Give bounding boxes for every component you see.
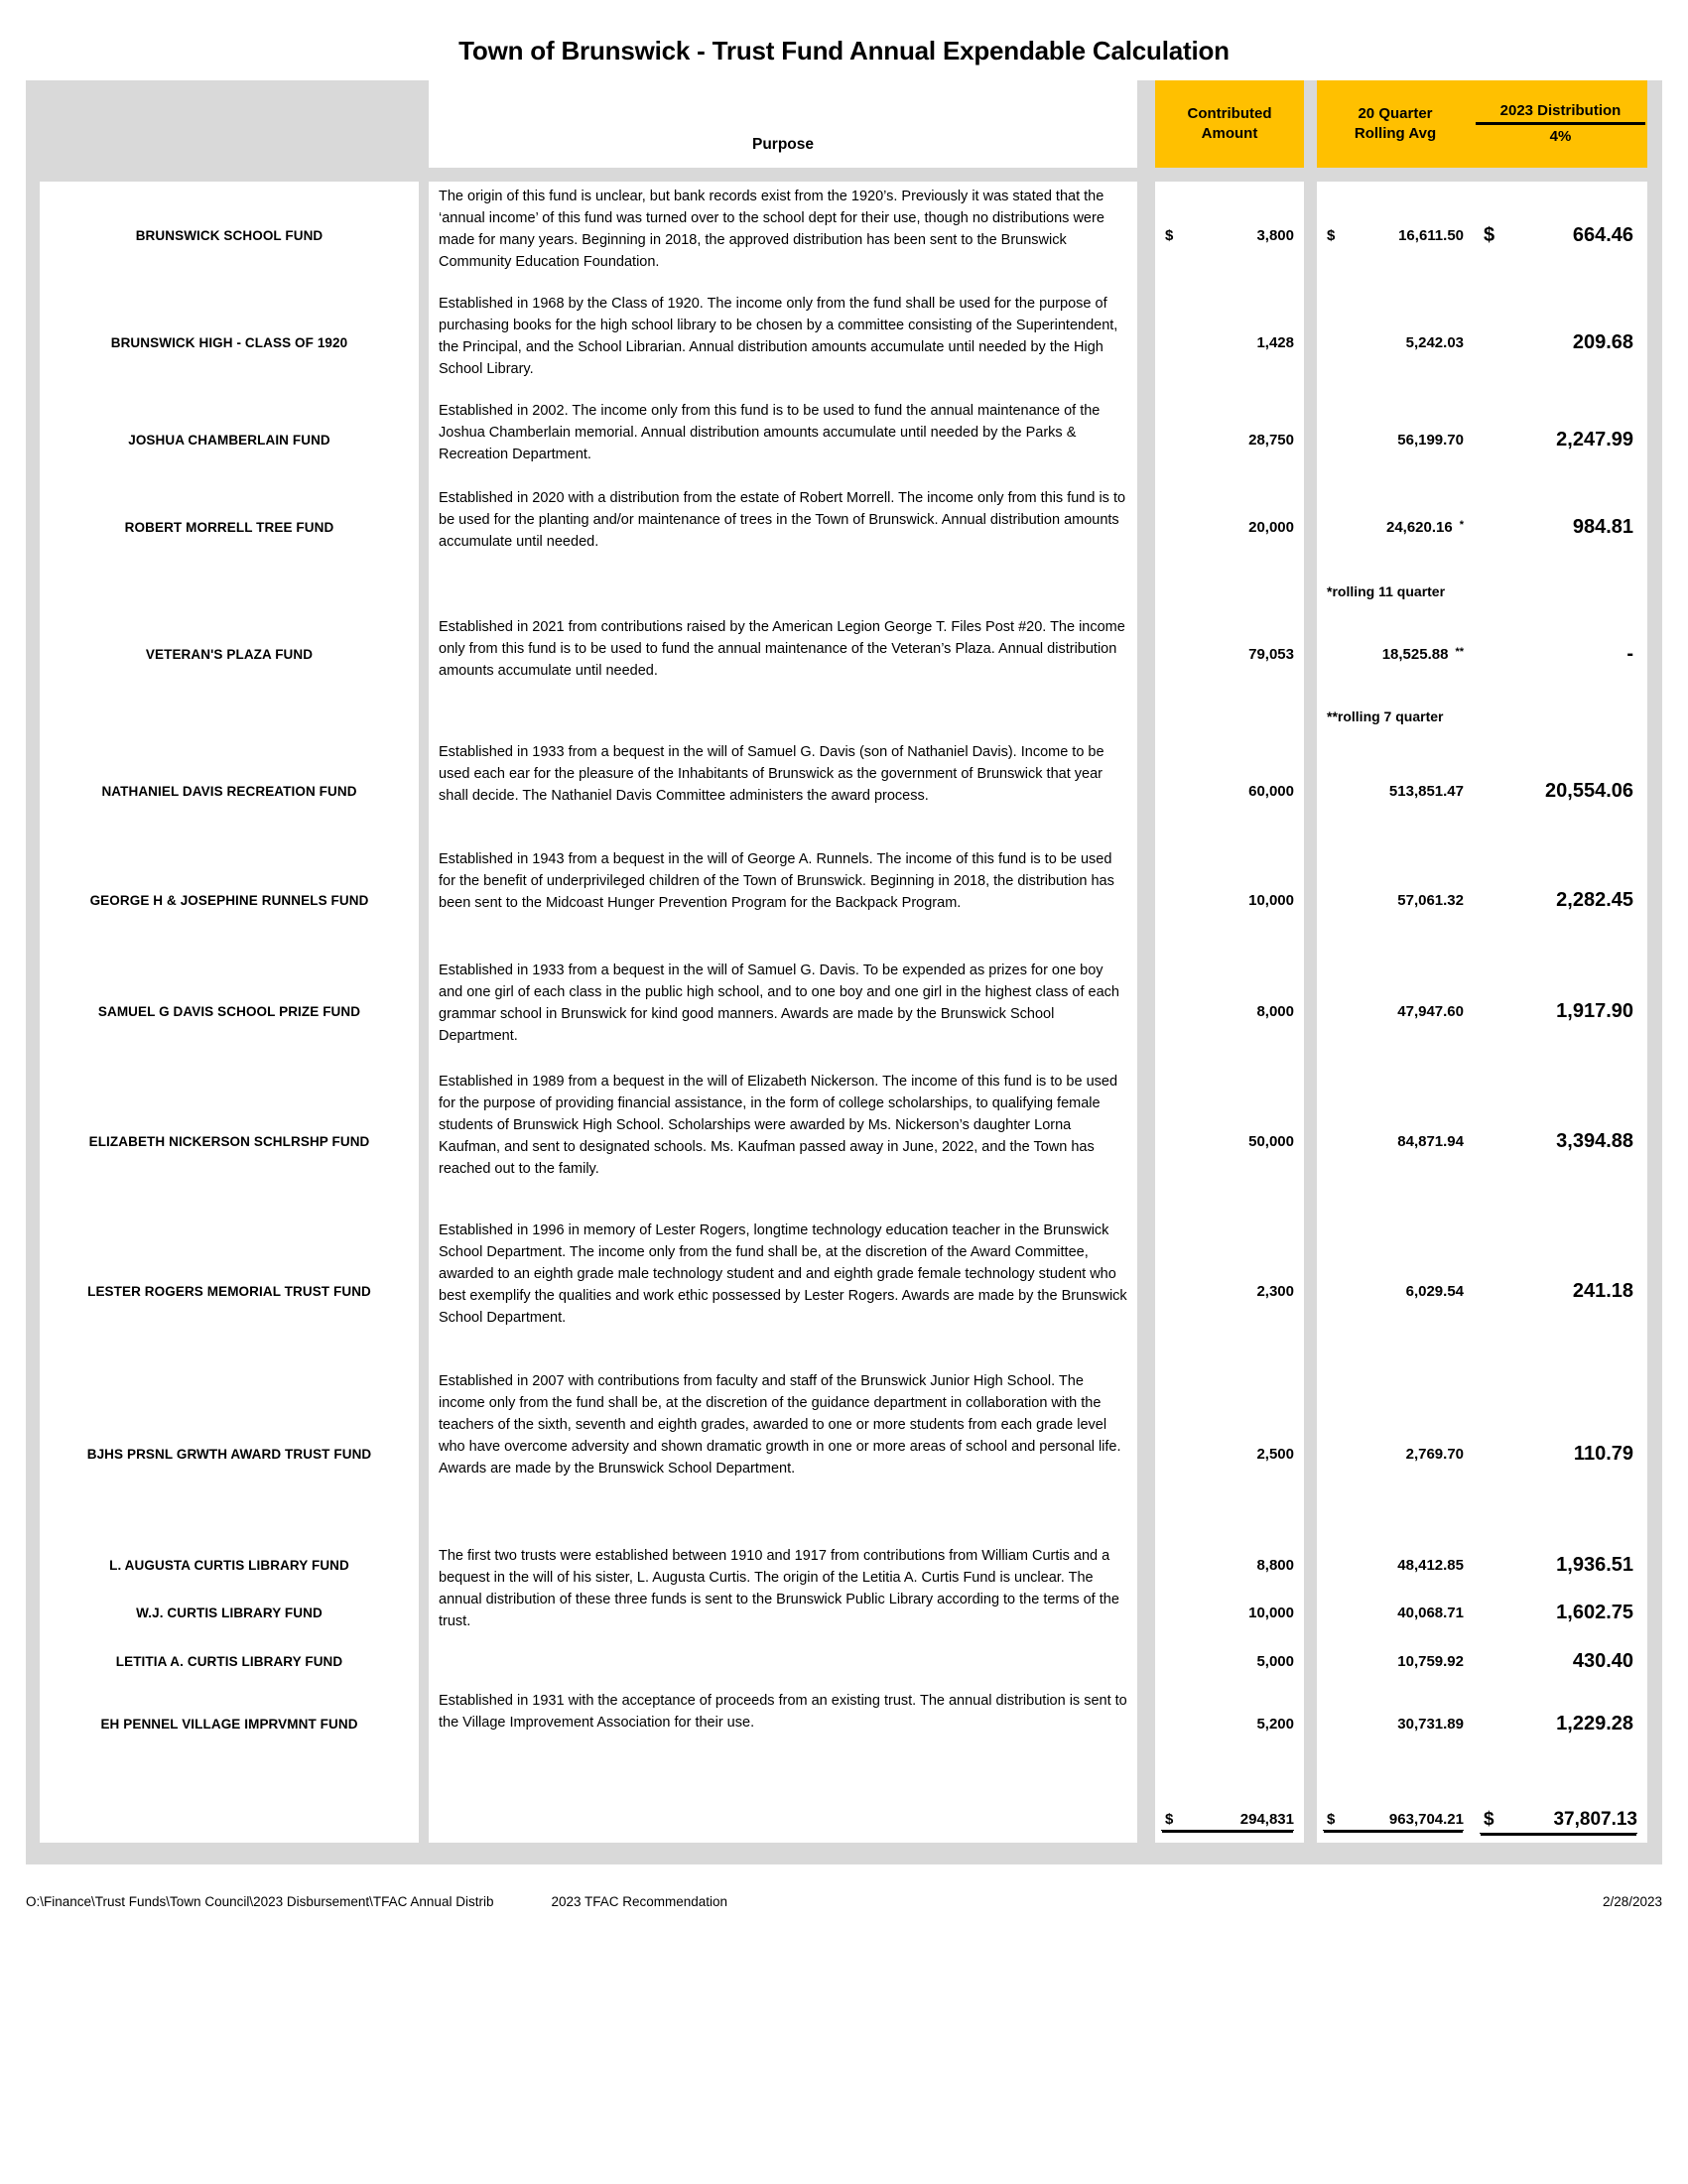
column-header-contributed-amount	[1155, 80, 1304, 168]
rolling-value: 6,029.54	[1405, 1282, 1464, 1300]
rolling-avg	[1317, 289, 1474, 396]
contributed-amount	[1155, 289, 1304, 396]
row-gap-2	[1137, 1216, 1155, 1366]
distribution-amount	[1474, 844, 1647, 956]
fund-name: SAMUEL G DAVIS SCHOOL PRIZE FUND	[40, 956, 419, 1067]
contributed-amount	[1155, 1589, 1304, 1636]
purpose-blank	[429, 696, 1137, 737]
total-contributed	[1155, 1799, 1304, 1843]
rolling-avg	[1317, 1636, 1474, 1686]
total-rolling-avg	[1317, 1799, 1474, 1843]
table-row	[26, 844, 1662, 956]
row-gap-2	[1137, 396, 1155, 483]
row-gutter-left	[26, 396, 40, 483]
row-gutter-left	[26, 1366, 40, 1541]
distribution-value: 1,229.28	[1556, 1712, 1633, 1734]
spreadsheet-sheet	[26, 80, 1662, 1864]
row-gap-3	[1304, 571, 1317, 612]
header-gap-1	[419, 80, 429, 168]
fund-name: L. AUGUSTA CURTIS LIBRARY FUND	[40, 1541, 419, 1589]
distribution-amount	[1474, 1636, 1647, 1686]
row-gutter-right	[1647, 571, 1662, 612]
row-gutter-left	[26, 696, 40, 737]
distribution-value: -	[1626, 642, 1633, 665]
row-gap-3	[1304, 289, 1317, 396]
rolling-value: 84,871.94	[1397, 1132, 1464, 1150]
fund-name: ROBERT MORRELL TREE FUND	[40, 483, 419, 571]
table-row	[26, 737, 1662, 844]
table-row	[26, 289, 1662, 396]
distribution-amount	[1474, 483, 1647, 571]
rolling-avg	[1317, 844, 1474, 956]
contributed-value: 10,000	[1248, 1604, 1294, 1621]
row-gap-2	[1137, 1067, 1155, 1216]
contributed-line2: Amount	[1201, 125, 1258, 142]
distribution-value: 1,936.51	[1556, 1553, 1633, 1576]
row-gutter-right	[1647, 1686, 1662, 1761]
fund-name: ELIZABETH NICKERSON SCHLRSHP FUND	[40, 1067, 419, 1216]
row-gap-3	[1304, 182, 1317, 289]
row-gap-1	[419, 483, 429, 571]
row-gap-1	[419, 696, 429, 737]
contributed-amount	[1155, 1216, 1304, 1366]
fund-blank	[40, 571, 419, 612]
column-header-distribution	[1474, 80, 1647, 168]
distribution-amount	[1474, 1541, 1647, 1589]
row-gap-3	[1304, 1799, 1317, 1843]
row-gap-3	[1304, 1216, 1317, 1366]
contributed-value: 3,800	[1256, 226, 1294, 244]
fund-name: JOSHUA CHAMBERLAIN FUND	[40, 396, 419, 483]
row-gap-3	[1304, 956, 1317, 1067]
contributed-value: 2,300	[1256, 1282, 1294, 1300]
contributed-amount	[1155, 956, 1304, 1067]
footnote-marker: *	[1459, 518, 1464, 531]
bottom-gutter-row	[26, 1843, 1662, 1864]
contributed-value: 5,200	[1256, 1715, 1294, 1733]
rolling-avg	[1317, 1541, 1474, 1589]
rolling-avg	[1317, 1216, 1474, 1366]
distribution-value: 2,282.45	[1556, 888, 1633, 911]
footnote-rolling-7-quarter: **rolling 7 quarter	[1317, 696, 1647, 737]
footnote-marker: **	[1455, 645, 1464, 658]
distribution-value: 430.40	[1572, 1649, 1633, 1672]
row-gutter-left	[26, 1761, 40, 1799]
row-gutter-left	[26, 483, 40, 571]
row-gap-2	[1137, 182, 1155, 289]
table-row	[26, 1686, 1662, 1761]
table-row	[26, 612, 1662, 696]
row-gap-1	[419, 1761, 429, 1799]
fund-purpose: Established in 1989 from a bequest in the will of Elizabeth Nickerson. The income of this fund is to be used for the purpose of providing financial assistance, in the form of college scholarships, to qualifying female students of Brunswick High School. Scholarships were awarded by Ms. Nickerson’s daughter Lorna Kaufman, and sent to designated schools. Ms. Kaufman passed away in June, 2022, and the Town has reached out to the family.	[429, 1067, 1137, 1216]
row-gutter-right	[1647, 396, 1662, 483]
rolling-value: 47,947.60	[1397, 1002, 1464, 1020]
fund-name: GEORGE H & JOSEPHINE RUNNELS FUND	[40, 844, 419, 956]
fund-purpose: Established in 1933 from a bequest in the will of Samuel G. Davis (son of Nathaniel Davis). Income to be used each ear for the pleasure of the Inhabitants of Brunswick as the government of Brunswick that year shall decide. The Nathaniel Davis Committee administers the award process.	[429, 737, 1137, 844]
contributed-amount	[1155, 1366, 1304, 1541]
row-gap-3	[1304, 696, 1317, 737]
header-spacer	[26, 168, 1662, 182]
contributed-amount	[1155, 1067, 1304, 1216]
row-gutter-right	[1647, 1589, 1662, 1636]
contributed-value: 5,000	[1256, 1652, 1294, 1670]
fund-name: LESTER ROGERS MEMORIAL TRUST FUND	[40, 1216, 419, 1366]
purpose-blank	[429, 571, 1137, 612]
footnote-row	[26, 571, 1662, 612]
rolling-value: 57,061.32	[1397, 891, 1464, 909]
rolling-value: 56,199.70	[1397, 431, 1464, 449]
row-gap-3	[1304, 844, 1317, 956]
row-gutter-right	[1647, 1216, 1662, 1366]
row-gap-2	[1137, 1589, 1155, 1636]
row-gutter-right	[1647, 289, 1662, 396]
table-row	[26, 396, 1662, 483]
row-gap-1	[419, 844, 429, 956]
row-gap-1	[419, 1216, 429, 1366]
contributed-amount	[1155, 612, 1304, 696]
row-gutter-left	[26, 1799, 40, 1843]
row-gutter-left	[26, 844, 40, 956]
bottom-gutter	[26, 1843, 1662, 1864]
row-gap-1	[419, 571, 429, 612]
fund-name: NATHANIEL DAVIS RECREATION FUND	[40, 737, 419, 844]
row-gap-2	[1137, 737, 1155, 844]
row-gap-2	[1137, 1366, 1155, 1541]
fund-name: VETERAN'S PLAZA FUND	[40, 612, 419, 696]
rolling-avg	[1317, 1366, 1474, 1541]
trust-fund-table	[26, 80, 1662, 1864]
row-gutter-left	[26, 1589, 40, 1636]
distribution-value: 1,917.90	[1556, 999, 1633, 1022]
row-gap-1	[419, 396, 429, 483]
row-gap-3	[1304, 1541, 1317, 1589]
footnote-row	[26, 696, 1662, 737]
currency-symbol: $	[1165, 226, 1174, 244]
distribution-amount	[1474, 956, 1647, 1067]
distribution-amount	[1474, 612, 1647, 696]
fund-blank	[40, 1761, 419, 1799]
gutter-left	[26, 80, 40, 168]
distribution-amount	[1474, 182, 1647, 289]
row-gap-2	[1137, 844, 1155, 956]
contributed-line1: Contributed	[1187, 104, 1272, 122]
row-gutter-right	[1647, 737, 1662, 844]
distribution-amount	[1474, 1366, 1647, 1541]
total-rolling-value: 963,704.21	[1388, 1811, 1464, 1828]
row-gutter-right	[1647, 1636, 1662, 1686]
table-row	[26, 1216, 1662, 1366]
totals-purpose-blank	[429, 1799, 1137, 1843]
row-gap-2	[1137, 1636, 1155, 1686]
column-header-purpose: Purpose	[429, 80, 1137, 168]
row-gutter-right	[1647, 844, 1662, 956]
currency-symbol: $	[1327, 226, 1336, 244]
footnote-rolling-11-quarter: *rolling 11 quarter	[1317, 571, 1647, 612]
total-distribution-value: 37,807.13	[1553, 1808, 1637, 1830]
rolling-avg	[1317, 1067, 1474, 1216]
row-gutter-right	[1647, 956, 1662, 1067]
column-header-rolling-avg	[1317, 80, 1474, 168]
distribution-value: 241.18	[1572, 1279, 1633, 1302]
footer-date: 2/28/2023	[1602, 1894, 1662, 1909]
currency-symbol: $	[1484, 223, 1495, 246]
header-gap-3	[1304, 80, 1317, 168]
row-gutter-left	[26, 571, 40, 612]
rolling-avg	[1317, 1589, 1474, 1636]
purpose-blank	[429, 1761, 1137, 1799]
row-gap-2	[1137, 1761, 1155, 1799]
row-gutter-left	[26, 289, 40, 396]
fund-name: W.J. CURTIS LIBRARY FUND	[40, 1589, 419, 1636]
fund-purpose: Established in 2002. The income only from this fund is to be used to fund the annual maintenance of the Joshua Chamberlain memorial. Annual distribution amounts accumulate until needed by the Parks & Recreation Department.	[429, 396, 1137, 483]
distribution-amount	[1474, 1686, 1647, 1761]
row-gutter-right	[1647, 1761, 1662, 1799]
contributed-value: 50,000	[1248, 1132, 1294, 1150]
table-row	[26, 956, 1662, 1067]
row-gutter-right	[1647, 1366, 1662, 1541]
row-gap-2	[1137, 1799, 1155, 1843]
footer-recommendation-label: 2023 TFAC Recommendation	[551, 1894, 728, 1909]
contributed-value: 10,000	[1248, 891, 1294, 909]
row-gap-2	[1137, 1686, 1155, 1761]
row-gutter-right	[1647, 1799, 1662, 1843]
table-row	[26, 1067, 1662, 1216]
row-gutter-left	[26, 1686, 40, 1761]
distribution-value: 664.46	[1572, 223, 1633, 246]
distribution-amount	[1474, 737, 1647, 844]
contributed-amount	[1155, 483, 1304, 571]
row-gap-2	[1137, 483, 1155, 571]
currency-symbol: $	[1165, 1811, 1174, 1828]
row-gap-1	[419, 1366, 429, 1541]
rolling-avg	[1317, 612, 1474, 696]
rolling-avg	[1317, 483, 1474, 571]
row-gap-1	[419, 1067, 429, 1216]
fund-purpose: Established in 1968 by the Class of 1920. The income only from the fund shall be used for the purpose of purchasing books for the high school library to be chosen by a committee consisting of the Superintendent, the Principal, and the School Librarian. Annual distribution amounts accumulate until needed by the High School Library.	[429, 289, 1137, 396]
rolling-avg	[1317, 956, 1474, 1067]
total-contributed-value: 294,831	[1239, 1811, 1294, 1828]
contributed-amount	[1155, 1686, 1304, 1761]
row-gap-1	[419, 956, 429, 1067]
rolling-value: 513,851.47	[1388, 782, 1464, 800]
rolling-value: 16,611.50	[1398, 226, 1464, 244]
fund-purpose: The origin of this fund is unclear, but bank records exist from the 1920’s. Previously it was stated that the ‘annual income’ of this fund was turned over to the school dept for their use, though no distributions were made for many years. Beginning in 2018, the approved distribution has been sent to the Brunswick Community Education Foundation.	[429, 182, 1137, 289]
rolling-value: 48,412.85	[1397, 1556, 1464, 1574]
fund-purpose: Established in 1996 in memory of Lester Rogers, longtime technology education teacher in the Brunswick School Department. The income only from the fund shall be, at the discretion of the Award Committee, awarded to an eighth grade male technology student and and eighth grade female technology student who best exemplify the qualities and work ethic possessed by Lester Rogers. Awards are made by the Brunswick School Department.	[429, 1216, 1137, 1366]
rolling-avg	[1317, 182, 1474, 289]
contributed-value: 28,750	[1248, 431, 1294, 449]
row-gap-3	[1304, 483, 1317, 571]
row-gutter-left	[26, 1541, 40, 1589]
contributed-blank	[1155, 571, 1304, 612]
table-row	[26, 1366, 1662, 1541]
fund-purpose: Established in 2007 with contributions from faculty and staff of the Brunswick Junior High School. The income only from the fund shall be, at the discretion of the guidance department in collaboration with the teachers of the sixth, seventh and eighth grades, awarded to one or more students from each grade level who have overcome adversity and shown dramatic growth in one or more areas of school and personal life. Awards are made by the Brunswick School Department.	[429, 1366, 1137, 1541]
footer-file-path: O:\Finance\Trust Funds\Town Council\2023 Disbursement\TFAC Annual Distrib	[26, 1894, 494, 1909]
rolling-value: 2,769.70	[1405, 1445, 1464, 1463]
row-gap-1	[419, 612, 429, 696]
contributed-value: 2,500	[1256, 1445, 1294, 1463]
row-gutter-left	[26, 956, 40, 1067]
row-gap-2	[1137, 696, 1155, 737]
rolling-value: 24,620.16	[1385, 518, 1453, 536]
rolling-blank	[1317, 1761, 1474, 1799]
rolling-value: 18,525.88	[1381, 645, 1449, 663]
row-gap-1	[419, 1589, 429, 1636]
row-gutter-right	[1647, 483, 1662, 571]
rolling-value: 30,731.89	[1397, 1715, 1464, 1733]
contributed-amount	[1155, 1541, 1304, 1589]
header-fund-blank	[40, 80, 419, 168]
contributed-amount	[1155, 737, 1304, 844]
currency-symbol: $	[1484, 1808, 1494, 1830]
contributed-value: 8,000	[1256, 1002, 1294, 1020]
row-gutter-right	[1647, 1541, 1662, 1589]
table-row	[26, 1541, 1662, 1589]
fund-purpose-curtis-group: The first two trusts were established between 1910 and 1917 from contributions from William Curtis and a bequest in the will of his sister, L. Augusta Curtis. The origin of the Letitia A. Curtis Fund is unclear. The annual distribution of these three funds is sent to the Brunswick Public Library according to the terms of the trust.	[429, 1541, 1137, 1686]
row-gutter-left	[26, 1636, 40, 1686]
totals-row	[26, 1799, 1662, 1843]
contributed-blank	[1155, 696, 1304, 737]
pre-total-spacer-row	[26, 1761, 1662, 1799]
distribution-value: 3,394.88	[1556, 1129, 1633, 1152]
row-gap-3	[1304, 396, 1317, 483]
row-gap-2	[1137, 612, 1155, 696]
row-gap-3	[1304, 1366, 1317, 1541]
fund-purpose: Established in 1931 with the acceptance of proceeds from an existing trust. The annual distribution is sent to the Village Improvement Association for their use.	[429, 1686, 1137, 1761]
row-gutter-right	[1647, 696, 1662, 737]
gutter-right	[1647, 80, 1662, 168]
distribution-amount	[1474, 1216, 1647, 1366]
distribution-value: 209.68	[1572, 330, 1633, 353]
row-gutter-left	[26, 612, 40, 696]
distribution-line2: 4%	[1549, 128, 1572, 145]
distribution-amount	[1474, 1067, 1647, 1216]
distribution-value: 20,554.06	[1545, 779, 1633, 802]
contributed-value: 8,800	[1256, 1556, 1294, 1574]
row-gap-3	[1304, 1636, 1317, 1686]
row-gap-1	[419, 1541, 429, 1589]
total-distribution	[1474, 1799, 1647, 1843]
row-gap-3	[1304, 737, 1317, 844]
row-gap-3	[1304, 1761, 1317, 1799]
rolling-line2: Rolling Avg	[1354, 125, 1437, 142]
distribution-value: 110.79	[1573, 1442, 1633, 1465]
distribution-value: 2,247.99	[1556, 428, 1633, 450]
page-title: Town of Brunswick - Trust Fund Annual Expendable Calculation	[458, 36, 1230, 65]
contributed-amount	[1155, 396, 1304, 483]
distribution-line1: 2023 Distribution	[1476, 101, 1645, 125]
table-header-row	[26, 80, 1662, 168]
distribution-blank	[1474, 1761, 1647, 1799]
row-gap-1	[419, 737, 429, 844]
rolling-value: 40,068.71	[1397, 1604, 1464, 1621]
fund-purpose: Established in 1943 from a bequest in the will of George A. Runnels. The income of this fund is to be used for the benefit of underprivileged children of the Town of Brunswick. Beginning in 2018, the distribution has been sent to the Midcoast Hunger Prevention Program for the Backpack Program.	[429, 844, 1137, 956]
row-gap-3	[1304, 1067, 1317, 1216]
row-gap-2	[1137, 956, 1155, 1067]
row-gutter-right	[1647, 1067, 1662, 1216]
row-gutter-left	[26, 182, 40, 289]
contributed-amount	[1155, 182, 1304, 289]
distribution-value: 1,602.75	[1556, 1601, 1633, 1623]
fund-purpose: Established in 2021 from contributions raised by the American Legion George T. Files Post #20. The income only from this fund is to be used to fund the annual maintenance of the Veteran’s Plaza. Annual distribution amounts accumulate until needed.	[429, 612, 1137, 696]
table-row	[26, 483, 1662, 571]
row-gap-1	[419, 1686, 429, 1761]
distribution-amount	[1474, 396, 1647, 483]
fund-name: BRUNSWICK HIGH - CLASS OF 1920	[40, 289, 419, 396]
row-gap-1	[419, 1636, 429, 1686]
row-gap-3	[1304, 1589, 1317, 1636]
row-gutter-left	[26, 1216, 40, 1366]
contributed-value: 1,428	[1256, 333, 1294, 351]
row-gap-1	[419, 182, 429, 289]
fund-name: LETITIA A. CURTIS LIBRARY FUND	[40, 1636, 419, 1686]
rolling-avg	[1317, 1686, 1474, 1761]
contributed-blank	[1155, 1761, 1304, 1799]
header-spacer-row	[26, 168, 1662, 182]
row-gutter-right	[1647, 182, 1662, 289]
row-gap-1	[419, 289, 429, 396]
rolling-value: 5,242.03	[1405, 333, 1464, 351]
row-gutter-left	[26, 737, 40, 844]
rolling-avg	[1317, 396, 1474, 483]
row-gap-3	[1304, 612, 1317, 696]
row-gap-2	[1137, 289, 1155, 396]
row-gap-2	[1137, 571, 1155, 612]
header-gap-2	[1137, 80, 1155, 168]
row-gap-3	[1304, 1686, 1317, 1761]
currency-symbol: $	[1327, 1811, 1336, 1828]
fund-name: BJHS PRSNL GRWTH AWARD TRUST FUND	[40, 1366, 419, 1541]
distribution-amount	[1474, 289, 1647, 396]
totals-fund-blank	[40, 1799, 419, 1843]
contributed-value: 20,000	[1248, 518, 1294, 536]
contributed-value: 79,053	[1248, 645, 1294, 663]
table-row	[26, 182, 1662, 289]
fund-blank	[40, 696, 419, 737]
fund-name: BRUNSWICK SCHOOL FUND	[40, 182, 419, 289]
fund-purpose: Established in 1933 from a bequest in the will of Samuel G. Davis. To be expended as prizes for one boy and one girl of each class in the public high school, and to one boy and one girl in the highest class of each grammar school in Brunswick for kind good manners. Awards are made by the Brunswick School Department.	[429, 956, 1137, 1067]
row-gutter-left	[26, 1067, 40, 1216]
fund-purpose: Established in 2020 with a distribution from the estate of Robert Morrell. The income only from this fund is to be used for the planting and/or maintenance of trees in the Town of Brunswick. Annual distribution amounts accumulate until needed.	[429, 483, 1137, 571]
contributed-value: 60,000	[1248, 782, 1294, 800]
fund-name: EH PENNEL VILLAGE IMPRVMNT FUND	[40, 1686, 419, 1761]
page-footer	[26, 1894, 1662, 1909]
row-gap-2	[1137, 1541, 1155, 1589]
distribution-value: 984.81	[1572, 515, 1633, 538]
rolling-avg	[1317, 737, 1474, 844]
contributed-amount	[1155, 844, 1304, 956]
rolling-value: 10,759.92	[1397, 1652, 1464, 1670]
row-gutter-right	[1647, 612, 1662, 696]
rolling-line1: 20 Quarter	[1358, 104, 1433, 122]
row-gap-1	[419, 1799, 429, 1843]
contributed-amount	[1155, 1636, 1304, 1686]
distribution-amount	[1474, 1589, 1647, 1636]
